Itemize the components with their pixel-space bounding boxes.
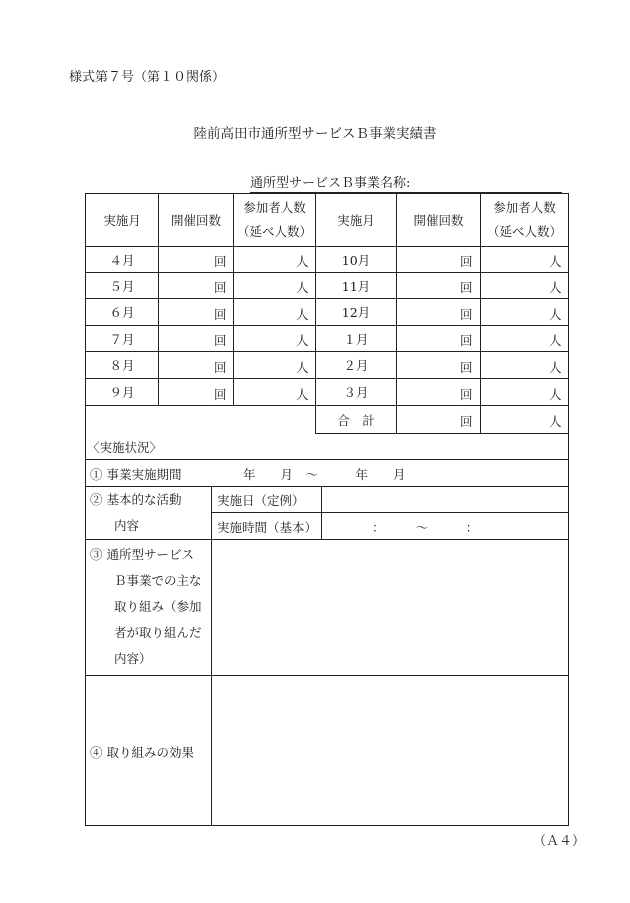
unit-persons: 人 bbox=[296, 333, 309, 348]
main-efforts-line: 内容） bbox=[114, 651, 152, 666]
activity-label-line1: ② 基本的な活動 bbox=[90, 492, 182, 507]
main-efforts-input-area[interactable] bbox=[212, 540, 568, 675]
main-efforts-line: Ｂ事業での主な bbox=[114, 573, 202, 588]
unit-persons: 人 bbox=[296, 387, 309, 402]
header-participants-right bbox=[481, 194, 568, 246]
left-month-cell: ８月 bbox=[109, 358, 135, 373]
right-month-cell: ３月 bbox=[343, 385, 369, 400]
activity-label bbox=[90, 487, 181, 539]
header-month-right: 実施月 bbox=[337, 213, 375, 228]
unit-sessions: 回 bbox=[460, 360, 473, 375]
unit-sessions-total: 回 bbox=[460, 414, 473, 429]
unit-sessions: 回 bbox=[214, 360, 227, 375]
left-month-cell: ４月 bbox=[109, 252, 135, 268]
unit-persons-total: 人 bbox=[549, 414, 562, 429]
header-sessions-right: 開催回数 bbox=[413, 213, 464, 228]
unit-persons: 人 bbox=[296, 254, 309, 269]
total-label: 合 計 bbox=[337, 412, 375, 428]
unit-persons: 人 bbox=[296, 307, 309, 322]
header-sessions-left: 開催回数 bbox=[170, 213, 221, 228]
effects-input-area[interactable] bbox=[212, 676, 568, 825]
unit-sessions: 回 bbox=[460, 254, 473, 269]
left-month-cell: ５月 bbox=[109, 278, 135, 294]
effects-label: ④ 取り組みの効果 bbox=[90, 745, 194, 760]
form-number: 様式第７号（第１０関係） bbox=[69, 70, 226, 85]
left-month-cell: ６月 bbox=[109, 305, 135, 320]
unit-persons: 人 bbox=[549, 360, 562, 375]
unit-sessions: 回 bbox=[460, 333, 473, 348]
right-month-cell: ２月 bbox=[343, 358, 369, 373]
period-value[interactable]: 年 月 〜 年 月 bbox=[243, 467, 406, 482]
implementation-day-label: 実施日（定例） bbox=[217, 493, 305, 508]
business-name-field[interactable]: 通所型サービスＢ事業名称: bbox=[250, 172, 562, 193]
implementation-time-label: 実施時間（基本） bbox=[217, 520, 318, 535]
unit-persons: 人 bbox=[549, 280, 562, 295]
unit-sessions: 回 bbox=[214, 280, 227, 295]
main-efforts-label bbox=[90, 542, 202, 672]
left-month-cell: ９月 bbox=[109, 385, 135, 400]
unit-persons: 人 bbox=[549, 307, 562, 322]
paper-size-note: （Ａ４） bbox=[533, 834, 586, 849]
activity-label-line2: 内容 bbox=[114, 518, 140, 533]
unit-persons: 人 bbox=[296, 280, 309, 295]
document-title: 陸前高田市通所型サービスＢ事業実績書 bbox=[193, 126, 437, 142]
right-month-cell: 12月 bbox=[341, 305, 371, 320]
unit-persons: 人 bbox=[296, 360, 309, 375]
unit-sessions: 回 bbox=[214, 307, 227, 322]
unit-persons: 人 bbox=[549, 387, 562, 402]
right-month-cell: 11月 bbox=[341, 278, 371, 294]
unit-sessions: 回 bbox=[214, 333, 227, 348]
header-participants-left bbox=[234, 194, 315, 246]
unit-persons: 人 bbox=[549, 254, 562, 269]
unit-sessions: 回 bbox=[460, 387, 473, 402]
main-efforts-line: ③ 通所型サービス bbox=[90, 547, 194, 562]
unit-sessions: 回 bbox=[460, 307, 473, 322]
left-month-cell: ７月 bbox=[109, 331, 135, 347]
unit-persons: 人 bbox=[549, 333, 562, 348]
header-participants-line1: 参加者人数 bbox=[493, 200, 556, 215]
period-label: ① 事業実施期間 bbox=[90, 467, 182, 482]
unit-sessions: 回 bbox=[214, 387, 227, 402]
implementation-time-value[interactable]: ： 〜 ： bbox=[372, 520, 479, 535]
unit-sessions: 回 bbox=[214, 254, 227, 269]
unit-sessions: 回 bbox=[460, 280, 473, 295]
header-participants-line2: （延べ人数） bbox=[236, 224, 312, 239]
status-heading: 〈実施状況〉 bbox=[87, 440, 163, 455]
main-efforts-line: 取り組み（参加 bbox=[114, 599, 202, 614]
main-efforts-line: 者が取り組んだ bbox=[114, 625, 202, 640]
right-month-cell: １月 bbox=[343, 331, 369, 347]
header-participants-line1: 参加者人数 bbox=[243, 200, 306, 215]
header-participants-line2: （延べ人数） bbox=[486, 224, 562, 239]
right-month-cell: 10月 bbox=[341, 252, 371, 268]
header-month-left: 実施月 bbox=[103, 213, 141, 228]
